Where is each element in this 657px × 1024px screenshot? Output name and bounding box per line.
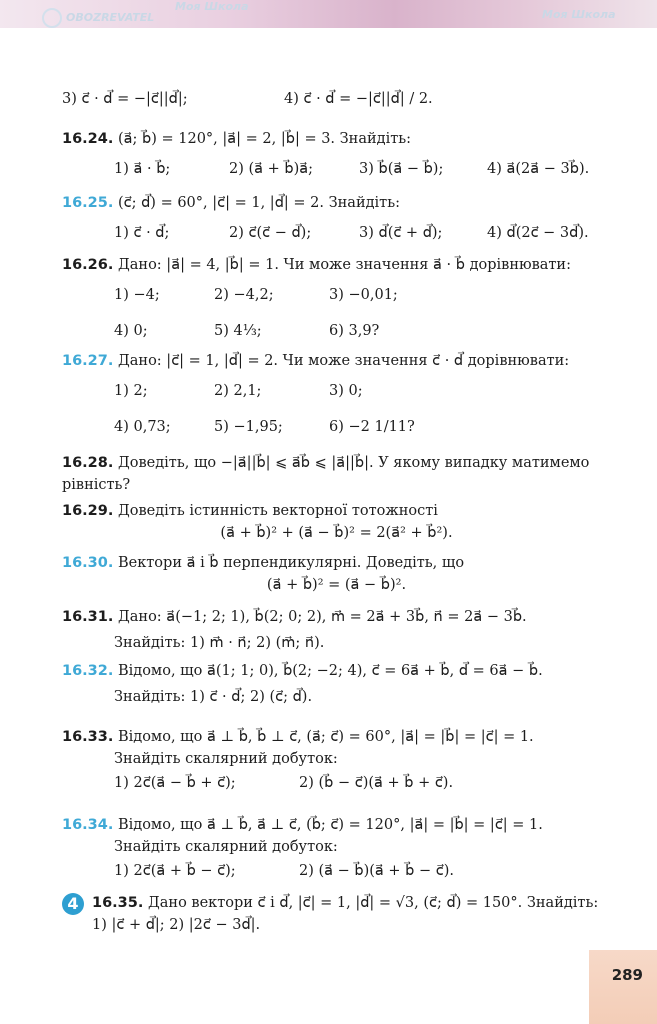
problem-number: 16.31. — [62, 609, 114, 625]
find-line: Знайдіть скалярний добуток: — [114, 839, 338, 855]
item-4: 4) 0,73; — [114, 419, 171, 435]
item-1: 1) 2; — [114, 383, 148, 399]
item-6: 6) −2 1/11? — [329, 419, 415, 435]
item-1: 1) 2c⃗(a⃗ + b⃗ − c⃗); — [114, 863, 236, 879]
item-5: 5) −1,95; — [214, 419, 283, 435]
item-3: 3) c⃗ · d⃗ = −|c⃗||d⃗|; — [62, 91, 188, 107]
formula: (a⃗ + b⃗)² = (a⃗ − b⃗)². — [266, 577, 407, 593]
problem-16-28 — [62, 452, 611, 496]
problem-text: (c⃗; d⃗) = 60°, |c⃗| = 1, |d⃗| = 2. Знайдіть: — [117, 195, 400, 211]
watermark-left: OBOZREVATEL — [42, 8, 154, 28]
page-corner-box — [589, 950, 657, 1024]
item-1: 1) a⃗ · b⃗; — [114, 161, 171, 177]
problem-16-26 — [62, 254, 611, 342]
problem-number: 16.29. — [62, 503, 114, 519]
problem-16-33 — [62, 726, 611, 794]
item-2: 2) (b⃗ − c⃗)(a⃗ + b⃗ + c⃗). — [299, 775, 454, 791]
problem-prev-line — [62, 88, 611, 110]
problem-16-32 — [62, 660, 611, 708]
problem-number: 16.30. — [62, 555, 114, 571]
item-4: 4) c⃗ · d⃗ = −|c⃗||d⃗| / 2. — [284, 91, 433, 107]
problem-number: 16.35. — [92, 895, 144, 911]
problem-16-31 — [62, 606, 611, 654]
watermark-right: Моя Школа — [542, 8, 616, 21]
problem-text: Відомо, що a⃗ ⊥ b⃗, a⃗ ⊥ c⃗, (b⃗; c⃗) = 120°, |a⃗| = |b⃗| = |c⃗| = 1. — [117, 817, 543, 833]
item-1: 1) −4; — [114, 287, 160, 303]
obozrevatel-logo-icon — [42, 8, 62, 28]
problem-text: Дано вектори c⃗ і d⃗, |c⃗| = 1, |d⃗| = √3, (c⃗; d⃗) = 150°. Знайдіть: 1) |c⃗ + d⃗|; 2) |2c⃗ − 3d⃗|. — [92, 895, 599, 933]
problem-text: Дано: |c⃗| = 1, |d⃗| = 2. Чи може значення c⃗ · d⃗ дорівнювати: — [117, 353, 570, 369]
problem-number: 16.28. — [62, 455, 114, 471]
item-6: 6) 3,9? — [329, 323, 380, 339]
problem-text: Вектори a⃗ і b⃗ перпендикулярні. Доведіть, що — [117, 555, 465, 571]
find-line: Знайдіть: 1) m⃗ · n⃗; 2) (m⃗; n⃗). — [114, 635, 325, 651]
problem-number: 16.26. — [62, 257, 114, 273]
item-3: 3) −0,01; — [329, 287, 398, 303]
problem-number: 16.33. — [62, 729, 114, 745]
watermark-school: Моя Школа — [175, 0, 249, 13]
item-2: 2) 2,1; — [214, 383, 262, 399]
item-2: 2) c⃗(c⃗ − d⃗); — [229, 225, 312, 241]
problem-16-30 — [62, 552, 611, 596]
item-2: 2) (a⃗ + b⃗)a⃗; — [229, 161, 314, 177]
item-4: 4) a⃗(2a⃗ − 3b⃗). — [487, 161, 590, 177]
problem-text: Дано: a⃗(−1; 2; 1), b⃗(2; 0; 2), m⃗ = 2a⃗ + 3b⃗, n⃗ = 2a⃗ − 3b⃗. — [117, 609, 527, 625]
problem-16-29 — [62, 500, 611, 544]
problem-text: Доведіть істинність векторної тотожності — [117, 503, 438, 519]
item-4: 4) 0; — [114, 323, 148, 339]
problem-16-24 — [62, 128, 611, 180]
problem-text: Відомо, що a⃗(1; 1; 0), b⃗(2; −2; 4), c⃗ = 6a⃗ + b⃗, d⃗ = 6a⃗ − b⃗. — [117, 663, 543, 679]
formula: (a⃗ + b⃗)² + (a⃗ − b⃗)² = 2(a⃗² + b⃗²). — [220, 525, 453, 541]
problem-number: 16.25. — [62, 195, 114, 211]
find-line: Знайдіть скалярний добуток: — [114, 751, 338, 767]
item-3: 3) 0; — [329, 383, 363, 399]
item-1: 1) c⃗ · d⃗; — [114, 225, 170, 241]
problem-text: (a⃗; b⃗) = 120°, |a⃗| = 2, |b⃗| = 3. Знайдіть: — [117, 131, 412, 147]
problem-number: 16.32. — [62, 663, 114, 679]
problem-text: Доведіть, що −|a⃗||b⃗| ⩽ a⃗b⃗ ⩽ |a⃗||b⃗|. У якому випадку матимемо рівність? — [62, 455, 590, 493]
item-5: 5) 4⅓; — [214, 323, 262, 339]
problem-16-35 — [92, 892, 611, 936]
item-2: 2) −4,2; — [214, 287, 274, 303]
problem-16-27 — [62, 350, 611, 438]
problem-number: 16.27. — [62, 353, 114, 369]
problem-number: 16.24. — [62, 131, 114, 147]
problem-text: Відомо, що a⃗ ⊥ b⃗, b⃗ ⊥ c⃗, (a⃗; c⃗) = 60°, |a⃗| = |b⃗| = |c⃗| = 1. — [117, 729, 534, 745]
item-4: 4) d⃗(2c⃗ − 3d⃗). — [487, 225, 589, 241]
item-1: 1) 2c⃗(a⃗ − b⃗ + c⃗); — [114, 775, 236, 791]
item-3: 3) d⃗(c⃗ + d⃗); — [359, 225, 443, 241]
problem-16-34 — [62, 814, 611, 882]
item-3: 3) b⃗(a⃗ − b⃗); — [359, 161, 444, 177]
problem-text: Дано: |a⃗| = 4, |b⃗| = 1. Чи може значення a⃗ · b⃗ дорівнювати: — [117, 257, 571, 273]
page-number: 289 — [611, 966, 643, 984]
problem-number: 16.34. — [62, 817, 114, 833]
item-2: 2) (a⃗ − b⃗)(a⃗ + b⃗ − c⃗). — [299, 863, 454, 879]
find-line: Знайдіть: 1) c⃗ · d⃗; 2) (c⃗; d⃗). — [114, 689, 313, 705]
problem-16-25 — [62, 192, 611, 244]
level-badge: 4 — [62, 893, 84, 915]
